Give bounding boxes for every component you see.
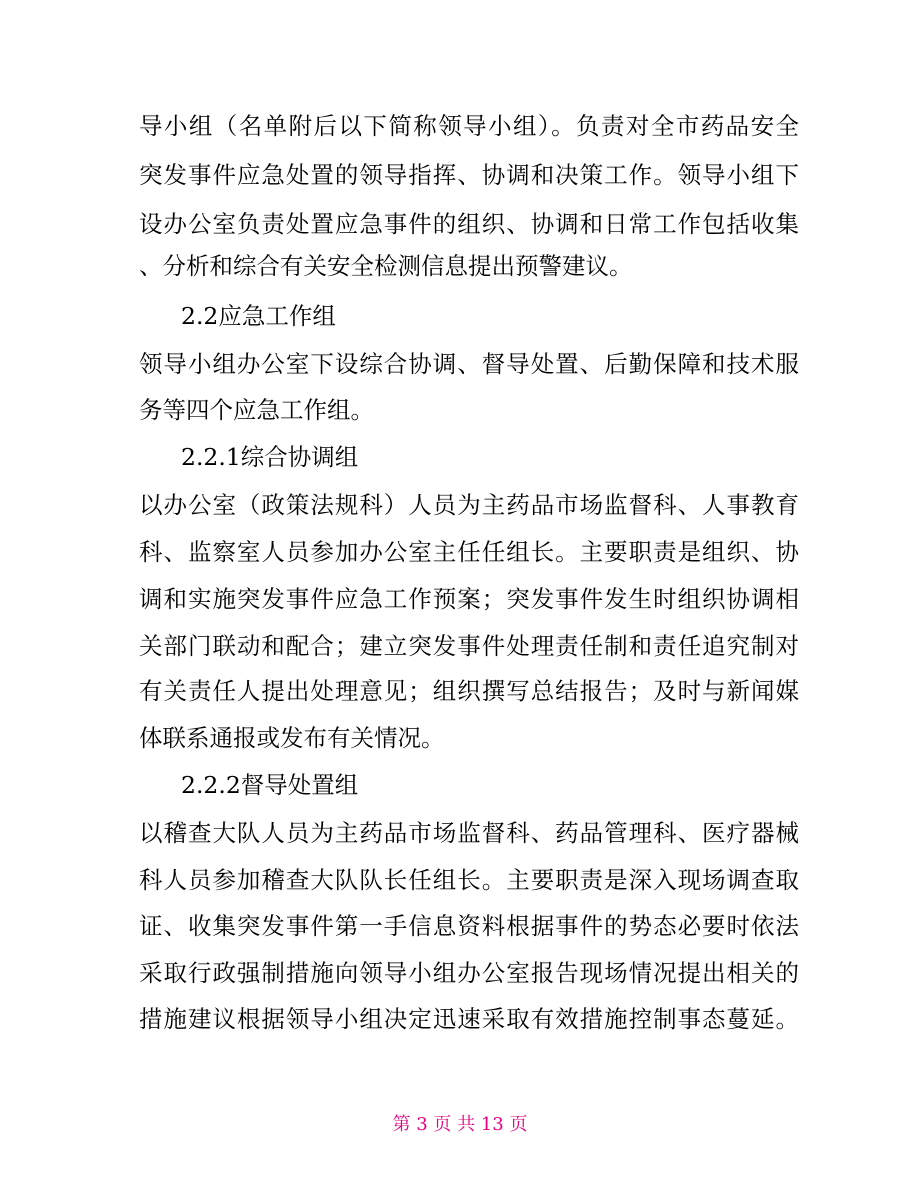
section-heading: 2.2.2督导处置组 — [181, 771, 359, 799]
body-line: 领导小组办公室下设综合协调、督导处置、后勤保障和技术服 — [139, 350, 799, 378]
body-line: 务等四个应急工作组。 — [139, 396, 374, 424]
body-line: 、分析和综合有关安全检测信息提出预警建议。 — [139, 252, 633, 280]
body-line: 科、监察室人员参加办公室主任任组长。主要职责是组织、协 — [139, 538, 799, 566]
body-line: 关部门联动和配合；建立突发事件处理责任制和责任追究制对 — [139, 632, 799, 660]
body-line: 体联系通报或发布有关情况。 — [139, 724, 445, 752]
body-line: 导小组（名单附后以下简称领导小组）。负责对全市药品安全 — [139, 112, 799, 140]
body-line: 以办公室（政策法规科）人员为主药品市场监督科、人事教育 — [139, 491, 799, 519]
body-line: 设办公室负责处置应急事件的组织、协调和日常工作包括收集 — [139, 210, 799, 238]
body-line: 科人员参加稽查大队队长任组长。主要职责是深入现场调查取 — [139, 866, 799, 894]
body-line: 调和实施突发事件应急工作预案；突发事件发生时组织协调相 — [139, 585, 799, 613]
section-heading: 2.2应急工作组 — [181, 302, 336, 330]
section-heading: 2.2.1综合协调组 — [181, 443, 359, 471]
body-line: 以稽查大队人员为主药品市场监督科、药品管理科、医疗器械 — [139, 819, 799, 847]
body-line: 采取行政强制措施向领导小组办公室报告现场情况提出相关的 — [139, 959, 799, 987]
body-line: 突发事件应急处置的领导指挥、协调和决策工作。领导小组下 — [139, 161, 799, 189]
body-line: 措施建议根据领导小组决定迅速采取有效措施控制事态蔓延。 — [139, 1005, 799, 1033]
body-line: 证、收集突发事件第一手信息资料根据事件的势态必要时依法 — [139, 912, 799, 940]
body-line: 有关责任人提出处理意见；组织撰写总结报告；及时与新闻媒 — [139, 677, 799, 705]
page-number: 第 3 页 共 13 页 — [392, 1114, 528, 1135]
